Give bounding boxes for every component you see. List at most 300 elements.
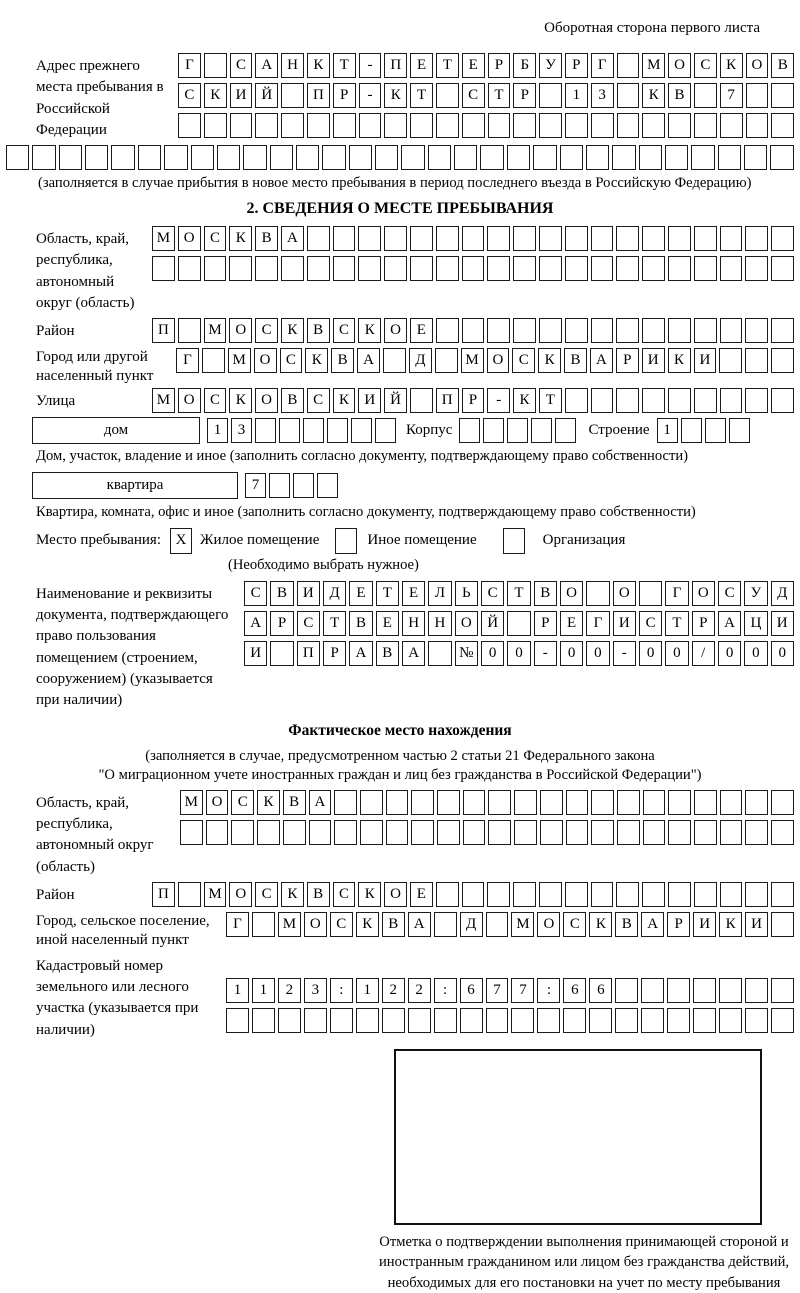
form-cell[interactable]: Р (692, 611, 715, 636)
checkbox-organization[interactable] (503, 528, 525, 554)
form-cell[interactable] (255, 418, 276, 443)
form-cell[interactable]: 0 (639, 641, 662, 666)
form-cell[interactable] (771, 348, 794, 373)
form-cell[interactable]: С (280, 348, 303, 373)
form-cell[interactable]: М (278, 912, 301, 937)
form-cell[interactable]: И (358, 388, 381, 413)
form-cell[interactable]: П (384, 53, 407, 78)
form-cell[interactable] (460, 1008, 483, 1033)
form-cell[interactable] (401, 145, 424, 170)
form-cell[interactable]: 1 (356, 978, 379, 1003)
form-cell[interactable]: 2 (278, 978, 301, 1003)
form-cell[interactable] (436, 882, 459, 907)
form-cell[interactable]: Д (409, 348, 432, 373)
form-cell[interactable]: О (229, 318, 252, 343)
form-cell[interactable] (745, 882, 768, 907)
form-cell[interactable]: И (745, 912, 768, 937)
form-cell[interactable] (720, 882, 743, 907)
form-cell[interactable]: С (330, 912, 353, 937)
form-cell[interactable] (720, 113, 743, 138)
form-cell[interactable] (771, 978, 794, 1003)
form-cell[interactable] (513, 113, 536, 138)
form-cell[interactable]: Й (481, 611, 504, 636)
form-cell[interactable]: И (613, 611, 636, 636)
form-cell[interactable] (694, 790, 717, 815)
form-cell[interactable] (565, 113, 588, 138)
form-cell[interactable] (283, 820, 306, 845)
form-cell[interactable] (487, 226, 510, 251)
form-cell[interactable] (488, 790, 511, 815)
form-cell[interactable]: 6 (563, 978, 586, 1003)
form-cell[interactable] (771, 113, 794, 138)
form-cell[interactable] (668, 882, 691, 907)
form-cell[interactable] (462, 318, 485, 343)
form-cell[interactable]: С (204, 226, 227, 251)
form-cell[interactable] (720, 318, 743, 343)
form-cell[interactable] (307, 226, 330, 251)
form-cell[interactable]: : (330, 978, 353, 1003)
form-cell[interactable]: В (382, 912, 405, 937)
form-cell[interactable]: С (462, 83, 485, 108)
form-cell[interactable]: 1 (657, 418, 678, 443)
form-cell[interactable] (591, 388, 614, 413)
form-cell[interactable] (226, 1008, 249, 1033)
form-cell[interactable]: А (255, 53, 278, 78)
form-cell[interactable] (719, 978, 742, 1003)
form-cell[interactable]: - (534, 641, 557, 666)
form-cell[interactable] (462, 226, 485, 251)
form-cell[interactable] (566, 790, 589, 815)
form-cell[interactable] (334, 790, 357, 815)
form-cell[interactable] (483, 418, 504, 443)
form-cell[interactable] (257, 820, 280, 845)
form-cell[interactable]: С (178, 83, 201, 108)
form-cell[interactable] (745, 226, 768, 251)
form-cell[interactable]: И (694, 348, 717, 373)
form-cell[interactable]: О (255, 388, 278, 413)
form-cell[interactable]: М (511, 912, 534, 937)
form-cell[interactable] (204, 113, 227, 138)
form-cell[interactable]: Н (402, 611, 425, 636)
form-cell[interactable] (639, 145, 662, 170)
form-cell[interactable]: Т (539, 388, 562, 413)
form-cell[interactable]: А (590, 348, 613, 373)
form-cell[interactable]: К (305, 348, 328, 373)
form-cell[interactable] (539, 882, 562, 907)
form-cell[interactable]: Р (616, 348, 639, 373)
form-cell[interactable] (705, 418, 726, 443)
form-cell[interactable]: Г (665, 581, 688, 606)
form-cell[interactable]: К (358, 318, 381, 343)
form-cell[interactable]: К (358, 882, 381, 907)
form-cell[interactable] (252, 912, 275, 937)
apartment-type-box[interactable]: квартира (32, 472, 238, 499)
form-cell[interactable] (539, 113, 562, 138)
form-cell[interactable]: Е (349, 581, 372, 606)
form-cell[interactable] (231, 820, 254, 845)
form-cell[interactable] (488, 820, 511, 845)
form-cell[interactable]: 1 (226, 978, 249, 1003)
form-cell[interactable]: К (229, 226, 252, 251)
form-cell[interactable] (32, 145, 55, 170)
form-cell[interactable]: И (230, 83, 253, 108)
form-cell[interactable] (437, 820, 460, 845)
form-cell[interactable] (436, 256, 459, 281)
form-cell[interactable]: В (307, 318, 330, 343)
form-cell[interactable] (668, 256, 691, 281)
form-cell[interactable] (668, 790, 691, 815)
form-cell[interactable] (643, 820, 666, 845)
form-cell[interactable] (745, 388, 768, 413)
form-cell[interactable]: К (513, 388, 536, 413)
form-cell[interactable] (691, 145, 714, 170)
form-cell[interactable] (540, 820, 563, 845)
form-cell[interactable]: Т (436, 53, 459, 78)
form-cell[interactable] (436, 83, 459, 108)
form-cell[interactable]: С (255, 882, 278, 907)
form-cell[interactable]: Д (323, 581, 346, 606)
form-cell[interactable]: О (692, 581, 715, 606)
form-cell[interactable] (642, 388, 665, 413)
form-cell[interactable] (270, 145, 293, 170)
form-cell[interactable]: / (692, 641, 715, 666)
form-cell[interactable] (410, 113, 433, 138)
form-cell[interactable] (718, 145, 741, 170)
form-cell[interactable]: К (333, 388, 356, 413)
form-cell[interactable] (281, 83, 304, 108)
form-cell[interactable] (204, 53, 227, 78)
form-cell[interactable] (230, 113, 253, 138)
form-cell[interactable]: С (297, 611, 320, 636)
form-cell[interactable] (359, 113, 382, 138)
form-cell[interactable] (382, 1008, 405, 1033)
form-cell[interactable]: О (229, 882, 252, 907)
checkbox-residential[interactable]: X (170, 528, 192, 554)
form-cell[interactable] (488, 113, 511, 138)
form-cell[interactable]: А (281, 226, 304, 251)
form-cell[interactable]: М (228, 348, 251, 373)
form-cell[interactable] (309, 820, 332, 845)
form-cell[interactable]: 2 (408, 978, 431, 1003)
form-cell[interactable] (428, 641, 451, 666)
form-cell[interactable] (486, 912, 509, 937)
form-cell[interactable]: : (434, 978, 457, 1003)
form-cell[interactable]: В (349, 611, 372, 636)
form-cell[interactable]: Р (333, 83, 356, 108)
form-cell[interactable]: Т (410, 83, 433, 108)
form-cell[interactable] (617, 113, 640, 138)
form-cell[interactable]: У (539, 53, 562, 78)
form-cell[interactable] (539, 318, 562, 343)
form-cell[interactable] (281, 113, 304, 138)
form-cell[interactable] (410, 226, 433, 251)
form-cell[interactable] (643, 790, 666, 815)
form-cell[interactable]: О (560, 581, 583, 606)
form-cell[interactable] (720, 388, 743, 413)
form-cell[interactable] (770, 145, 793, 170)
form-cell[interactable] (6, 145, 29, 170)
form-cell[interactable] (681, 418, 702, 443)
form-cell[interactable] (204, 256, 227, 281)
form-cell[interactable] (111, 145, 134, 170)
form-cell[interactable]: К (257, 790, 280, 815)
form-cell[interactable] (668, 388, 691, 413)
form-cell[interactable]: 0 (744, 641, 767, 666)
form-cell[interactable]: : (537, 978, 560, 1003)
form-cell[interactable]: Е (560, 611, 583, 636)
form-cell[interactable] (375, 418, 396, 443)
form-cell[interactable] (565, 318, 588, 343)
form-cell[interactable] (642, 256, 665, 281)
form-cell[interactable] (487, 318, 510, 343)
form-cell[interactable] (537, 1008, 560, 1033)
form-cell[interactable] (591, 318, 614, 343)
form-cell[interactable] (667, 1008, 690, 1033)
form-cell[interactable] (202, 348, 225, 373)
form-cell[interactable] (745, 318, 768, 343)
form-cell[interactable]: К (307, 53, 330, 78)
form-cell[interactable] (589, 1008, 612, 1033)
form-cell[interactable] (565, 882, 588, 907)
form-cell[interactable] (486, 1008, 509, 1033)
form-cell[interactable] (591, 113, 614, 138)
form-cell[interactable]: 1 (252, 978, 275, 1003)
form-cell[interactable] (642, 318, 665, 343)
form-cell[interactable]: Ь (455, 581, 478, 606)
form-cell[interactable] (513, 882, 536, 907)
form-cell[interactable] (435, 348, 458, 373)
form-cell[interactable]: 7 (486, 978, 509, 1003)
form-cell[interactable]: О (746, 53, 769, 78)
form-cell[interactable] (375, 145, 398, 170)
form-cell[interactable] (533, 145, 556, 170)
form-cell[interactable] (281, 256, 304, 281)
form-cell[interactable]: Е (410, 318, 433, 343)
form-cell[interactable]: О (487, 348, 510, 373)
form-cell[interactable] (694, 820, 717, 845)
form-cell[interactable] (333, 256, 356, 281)
form-cell[interactable] (745, 1008, 768, 1033)
form-cell[interactable]: Г (586, 611, 609, 636)
form-cell[interactable]: 2 (382, 978, 405, 1003)
form-cell[interactable] (591, 226, 614, 251)
form-cell[interactable] (303, 418, 324, 443)
form-cell[interactable] (616, 226, 639, 251)
form-cell[interactable]: С (307, 388, 330, 413)
form-cell[interactable] (384, 226, 407, 251)
form-cell[interactable] (641, 978, 664, 1003)
form-cell[interactable]: И (642, 348, 665, 373)
form-cell[interactable] (243, 145, 266, 170)
form-cell[interactable] (138, 145, 161, 170)
form-cell[interactable] (642, 226, 665, 251)
form-cell[interactable]: С (718, 581, 741, 606)
form-cell[interactable] (642, 113, 665, 138)
form-cell[interactable] (178, 318, 201, 343)
form-cell[interactable] (330, 1008, 353, 1033)
form-cell[interactable] (566, 820, 589, 845)
checkbox-other-premises[interactable] (335, 528, 357, 554)
form-cell[interactable] (771, 256, 794, 281)
form-cell[interactable]: Р (462, 388, 485, 413)
form-cell[interactable] (164, 145, 187, 170)
form-cell[interactable]: И (771, 611, 794, 636)
form-cell[interactable] (744, 145, 767, 170)
form-cell[interactable]: М (204, 882, 227, 907)
form-cell[interactable]: А (718, 611, 741, 636)
form-cell[interactable]: С (512, 348, 535, 373)
form-cell[interactable] (539, 256, 562, 281)
form-cell[interactable]: Й (384, 388, 407, 413)
form-cell[interactable] (436, 318, 459, 343)
form-cell[interactable] (358, 256, 381, 281)
form-cell[interactable] (555, 418, 576, 443)
form-cell[interactable] (565, 256, 588, 281)
form-cell[interactable] (462, 882, 485, 907)
form-cell[interactable]: М (204, 318, 227, 343)
form-cell[interactable]: 0 (718, 641, 741, 666)
form-cell[interactable] (617, 83, 640, 108)
form-cell[interactable] (591, 820, 614, 845)
form-cell[interactable] (206, 820, 229, 845)
form-cell[interactable] (639, 581, 662, 606)
form-cell[interactable] (411, 820, 434, 845)
form-cell[interactable] (360, 790, 383, 815)
form-cell[interactable] (591, 790, 614, 815)
form-cell[interactable]: Е (376, 611, 399, 636)
form-cell[interactable] (327, 418, 348, 443)
form-cell[interactable]: О (254, 348, 277, 373)
form-cell[interactable]: О (304, 912, 327, 937)
form-cell[interactable] (745, 348, 768, 373)
form-cell[interactable]: Д (460, 912, 483, 937)
form-cell[interactable] (436, 113, 459, 138)
form-cell[interactable] (745, 256, 768, 281)
form-cell[interactable] (539, 83, 562, 108)
form-cell[interactable]: К (281, 318, 304, 343)
form-cell[interactable] (693, 1008, 716, 1033)
form-cell[interactable] (333, 226, 356, 251)
form-cell[interactable]: Т (507, 581, 530, 606)
form-cell[interactable]: К (229, 388, 252, 413)
form-cell[interactable] (360, 820, 383, 845)
form-cell[interactable]: 1 (207, 418, 228, 443)
form-cell[interactable]: Р (534, 611, 557, 636)
form-cell[interactable] (665, 145, 688, 170)
form-cell[interactable]: Е (402, 581, 425, 606)
form-cell[interactable]: 0 (665, 641, 688, 666)
form-cell[interactable] (565, 388, 588, 413)
form-cell[interactable] (507, 418, 528, 443)
form-cell[interactable]: А (408, 912, 431, 937)
form-cell[interactable]: О (178, 226, 201, 251)
form-cell[interactable] (616, 388, 639, 413)
form-cell[interactable] (507, 611, 530, 636)
form-cell[interactable] (279, 418, 300, 443)
form-cell[interactable]: Р (513, 83, 536, 108)
form-cell[interactable] (487, 882, 510, 907)
form-cell[interactable]: В (564, 348, 587, 373)
form-cell[interactable]: Р (270, 611, 293, 636)
form-cell[interactable] (480, 145, 503, 170)
form-cell[interactable] (178, 882, 201, 907)
form-cell[interactable]: О (206, 790, 229, 815)
form-cell[interactable] (694, 388, 717, 413)
form-cell[interactable]: Р (667, 912, 690, 937)
form-cell[interactable] (615, 1008, 638, 1033)
form-cell[interactable] (307, 113, 330, 138)
form-cell[interactable] (771, 1008, 794, 1033)
form-cell[interactable] (462, 256, 485, 281)
form-cell[interactable]: 3 (231, 418, 252, 443)
form-cell[interactable] (317, 473, 338, 498)
form-cell[interactable]: Д (771, 581, 794, 606)
form-cell[interactable]: 7 (511, 978, 534, 1003)
form-cell[interactable]: П (436, 388, 459, 413)
form-cell[interactable] (178, 113, 201, 138)
form-cell[interactable] (514, 820, 537, 845)
form-cell[interactable]: А (641, 912, 664, 937)
form-cell[interactable]: А (402, 641, 425, 666)
form-cell[interactable]: - (359, 83, 382, 108)
form-cell[interactable]: 0 (586, 641, 609, 666)
form-cell[interactable]: К (720, 53, 743, 78)
form-cell[interactable] (540, 790, 563, 815)
form-cell[interactable]: Н (428, 611, 451, 636)
form-cell[interactable]: № (455, 641, 478, 666)
form-cell[interactable] (229, 256, 252, 281)
form-cell[interactable] (511, 1008, 534, 1033)
form-cell[interactable]: И (244, 641, 267, 666)
form-cell[interactable] (252, 1008, 275, 1033)
form-cell[interactable] (463, 820, 486, 845)
form-cell[interactable] (507, 145, 530, 170)
form-cell[interactable]: Т (488, 83, 511, 108)
form-cell[interactable] (85, 145, 108, 170)
form-cell[interactable]: В (534, 581, 557, 606)
form-cell[interactable] (269, 473, 290, 498)
form-cell[interactable]: 0 (771, 641, 794, 666)
form-cell[interactable] (434, 1008, 457, 1033)
form-cell[interactable]: Р (565, 53, 588, 78)
form-cell[interactable]: О (455, 611, 478, 636)
form-cell[interactable]: М (642, 53, 665, 78)
form-cell[interactable] (217, 145, 240, 170)
form-cell[interactable] (351, 418, 372, 443)
form-cell[interactable]: В (331, 348, 354, 373)
form-cell[interactable] (720, 226, 743, 251)
form-cell[interactable]: Е (462, 53, 485, 78)
form-cell[interactable] (304, 1008, 327, 1033)
form-cell[interactable]: Й (255, 83, 278, 108)
form-cell[interactable]: В (307, 882, 330, 907)
form-cell[interactable] (191, 145, 214, 170)
form-cell[interactable] (668, 226, 691, 251)
form-cell[interactable]: А (357, 348, 380, 373)
form-cell[interactable] (178, 256, 201, 281)
form-cell[interactable]: К (589, 912, 612, 937)
form-cell[interactable] (383, 348, 406, 373)
form-cell[interactable] (729, 418, 750, 443)
form-cell[interactable]: Р (323, 641, 346, 666)
form-cell[interactable] (771, 912, 794, 937)
form-cell[interactable] (771, 790, 794, 815)
form-cell[interactable]: О (537, 912, 560, 937)
form-cell[interactable] (437, 790, 460, 815)
form-cell[interactable] (668, 820, 691, 845)
form-cell[interactable]: К (281, 882, 304, 907)
form-cell[interactable] (642, 882, 665, 907)
